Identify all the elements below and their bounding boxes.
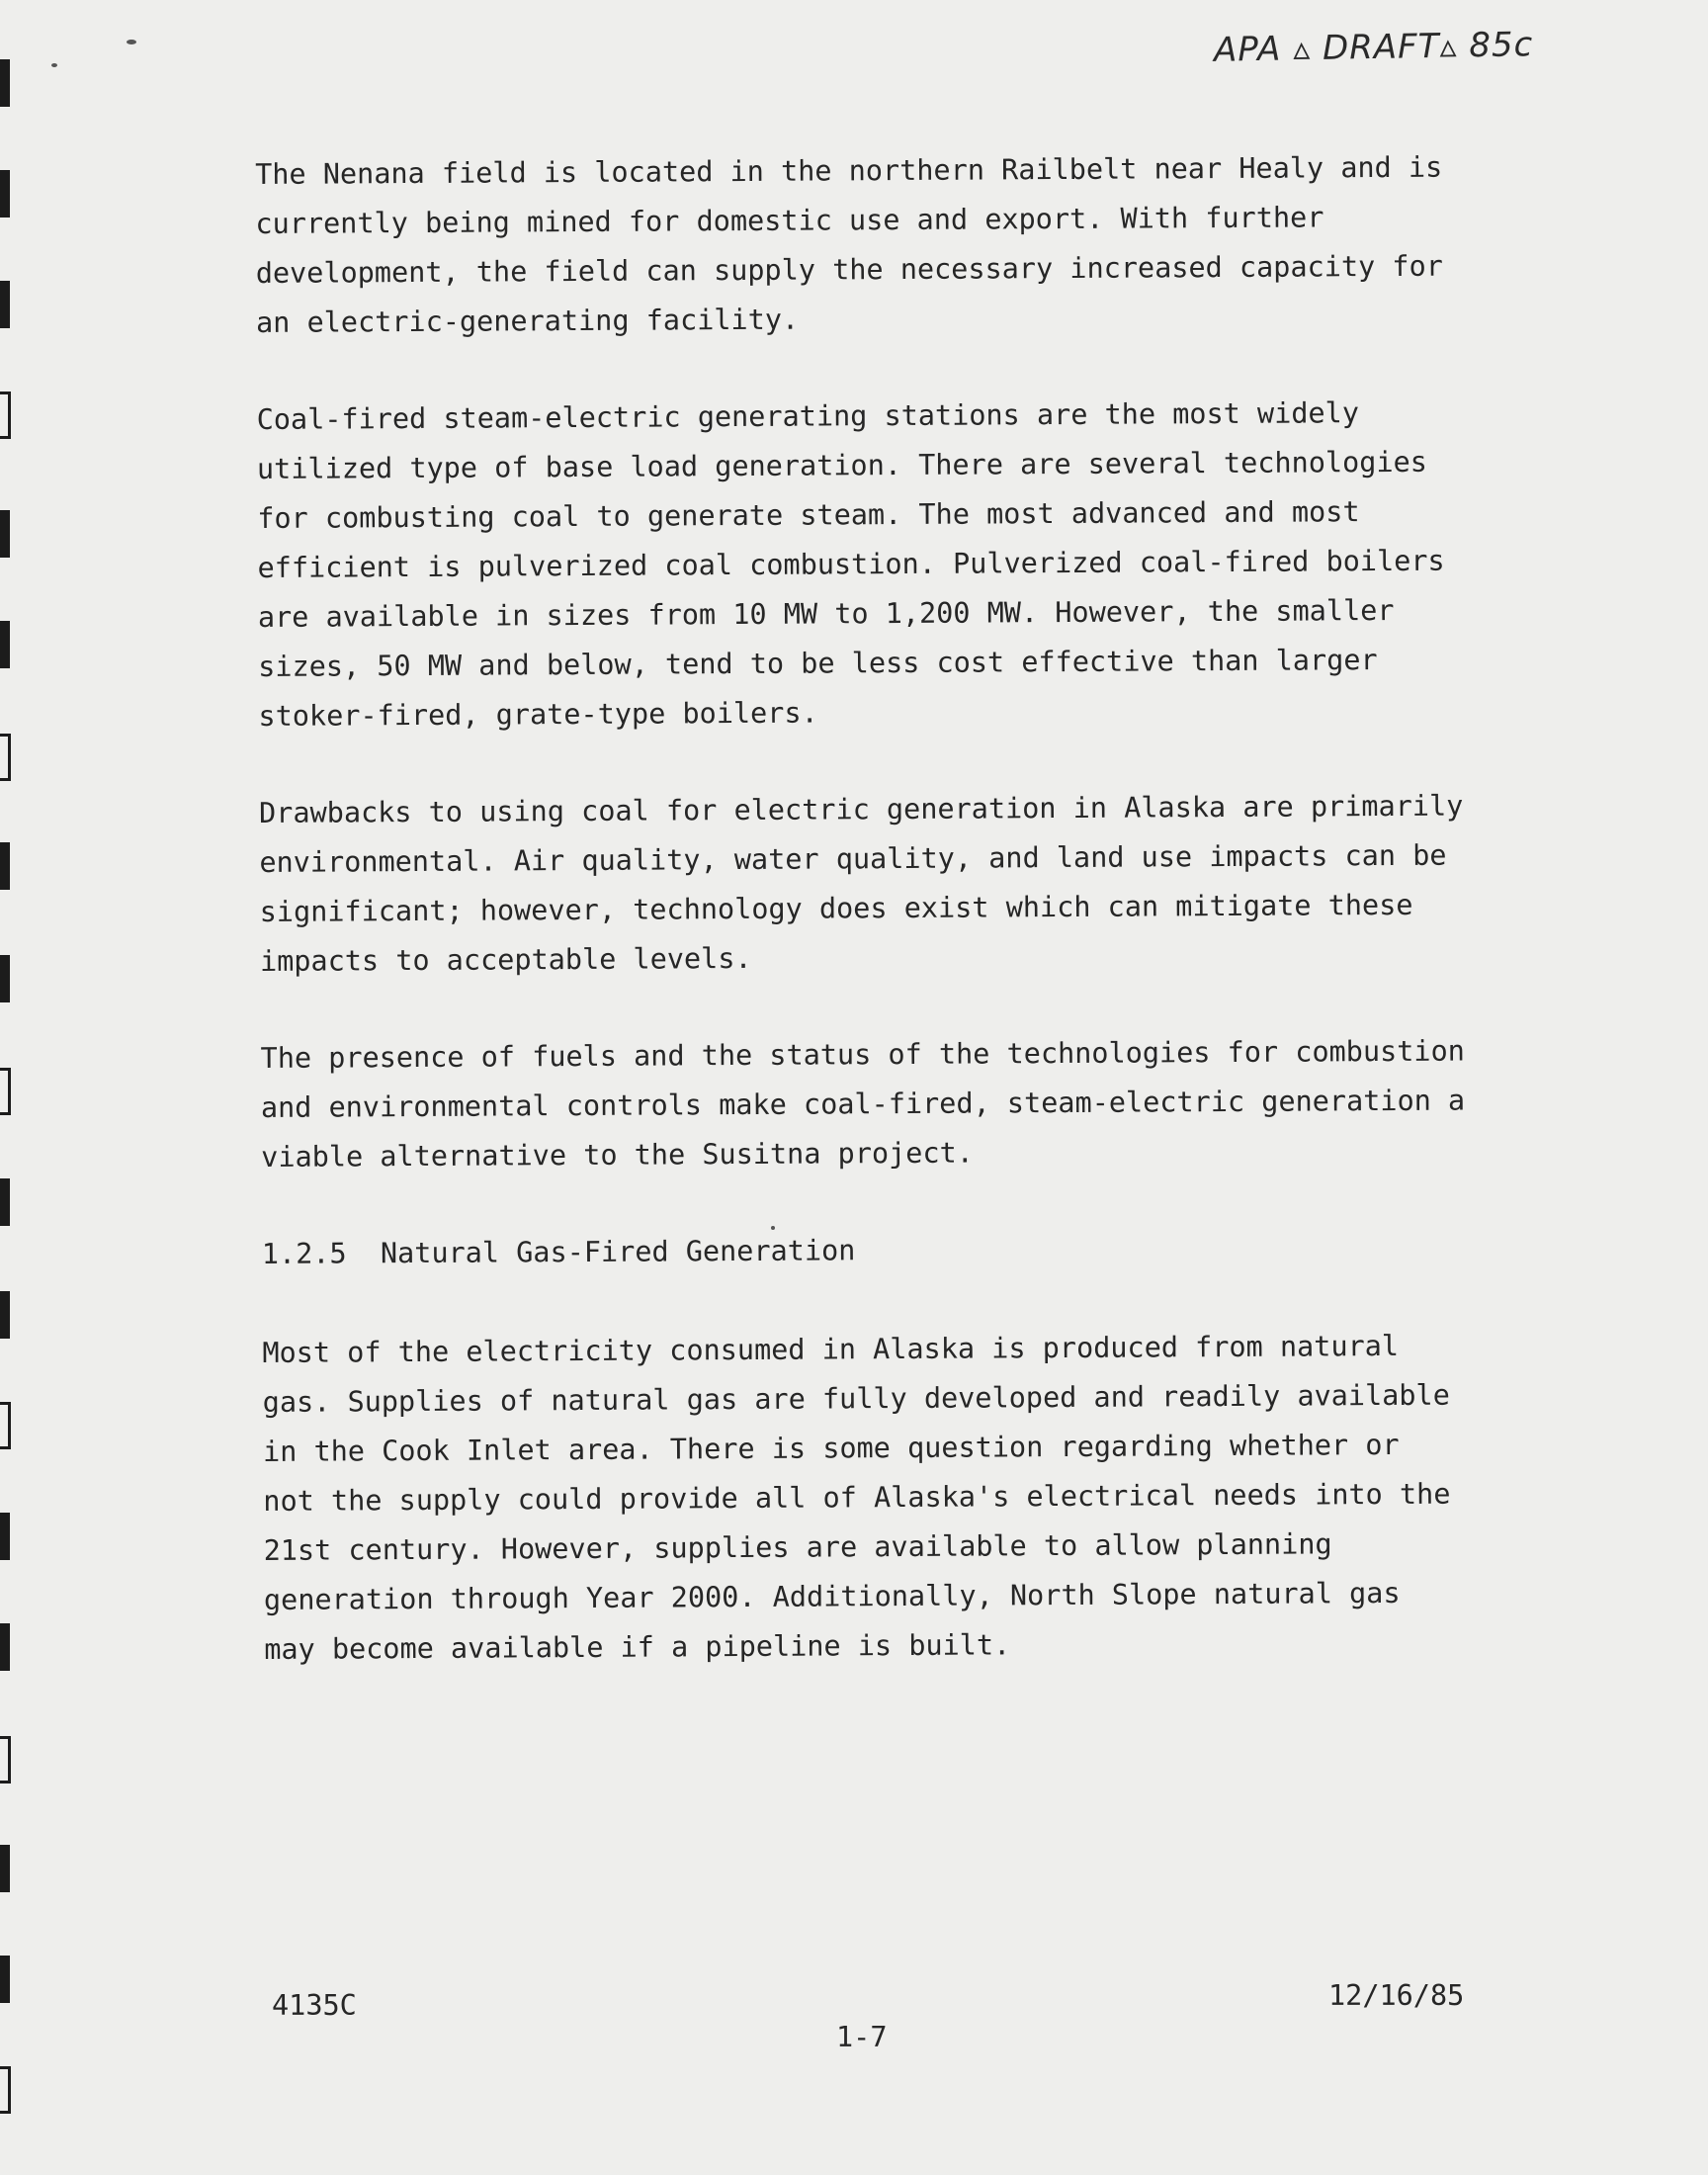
binder-mark [0, 510, 10, 558]
binder-mark [0, 1068, 11, 1115]
document-body [255, 142, 1491, 1722]
binder-mark [0, 621, 10, 668]
page-number: 1-7 [836, 2021, 888, 2053]
document-code: 4135C [272, 1989, 357, 2022]
binder-mark [0, 1291, 10, 1339]
binder-mark [0, 1513, 10, 1560]
paragraph-natural-gas: Most of the electricity consumed in Alaska is produced from natural gas. Supplies of natural gas are fully developed and readily available in the Cook Inlet area. There is some question regarding whether or not the supply could provide all of Alaska's electrical needs into the 21st century. However, supplies are available to allow planning generation through Year 2000. Additionally, North Slope natural gas may become available if a pipeline is built. [262, 1329, 1451, 1666]
binder-mark [0, 1178, 10, 1226]
handwritten-draft-note: APA ▵ DRAFT▵ 85c [1213, 25, 1534, 70]
binder-mark [0, 734, 11, 781]
paragraph-drawbacks: Drawbacks to using coal for electric generation in Alaska are primarily environmental. Air quality, water quality, and land use impacts can be significant; however, technology does exist which can mitigate these impacts to acceptable levels. [258, 789, 1464, 978]
binder-mark [0, 170, 10, 218]
binder-mark [0, 59, 10, 107]
paragraph-nenana-field: The Nenana field is located in the northern Railbelt near Healy and is currently being mined for domestic use and export. With further development, the field can supply the necessary increased capacity for an electric-generating facility. [255, 150, 1443, 339]
binder-mark [0, 1623, 10, 1671]
scan-speck [127, 40, 136, 44]
section-heading: 1.2.5 Natural Gas-Fired Generation [261, 1234, 856, 1270]
binder-mark [0, 1736, 11, 1784]
binder-mark [0, 2066, 11, 2114]
binder-mark [0, 955, 10, 1002]
binder-mark [0, 1956, 10, 2003]
document-date: 12/16/85 [1328, 1979, 1465, 2012]
paragraph-coal-fired-stations: Coal-fired steam-electric generating stations are the most widely utilized type of base load generation. There are several technologies for combusting coal to generate steam. The most advanced and most efficient is pulverized coal combustion. Pulverized coal-fired boilers are available in sizes from 10 MW to 1,200 MW. However, the smaller sizes, 50 MW and below, tend to be less cost effective than larger stoker-fired, grate-type boilers. [256, 396, 1445, 733]
binder-mark [0, 281, 10, 328]
binder-mark [0, 1402, 11, 1449]
scan-speck [51, 63, 57, 67]
binder-mark [0, 842, 10, 890]
paragraph-viable-alternative: The presence of fuels and the status of the technologies for combustion and environmental controls make coal-fired, steam-electric generation a viable alternative to the Susitna project. [260, 1034, 1466, 1174]
binder-mark [0, 1845, 10, 1892]
binder-mark [0, 392, 11, 439]
